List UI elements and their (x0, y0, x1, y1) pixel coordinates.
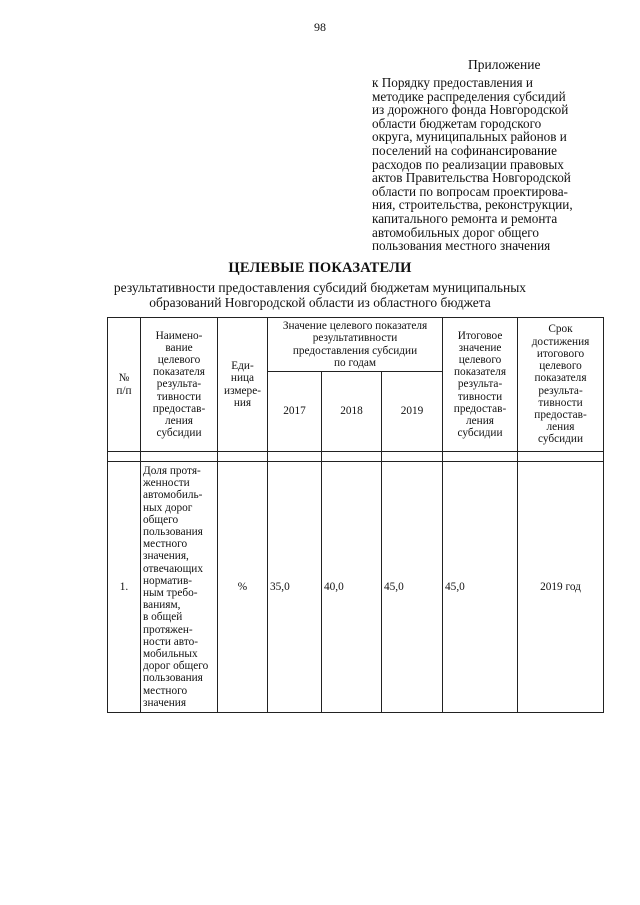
header-unit (218, 318, 268, 452)
document-subtitle (0, 281, 640, 310)
header-text: предоставления субсидии (292, 344, 418, 357)
appendix-line: из дорожного фонда Новгородской (372, 102, 569, 118)
row-number: 1. (108, 462, 141, 713)
appendix-text (372, 76, 612, 253)
document-title: ЦЕЛЕВЫЕ ПОКАЗАТЕЛИ (228, 260, 412, 276)
header-number (108, 318, 141, 452)
indicator-name-line: ных дорог (143, 501, 193, 514)
header-text: ления (165, 415, 193, 427)
header-text: показателя (153, 366, 205, 379)
appendix-line: ния, строительства, реконструкции, (372, 197, 573, 213)
appendix-line: области бюджетам городского (372, 115, 542, 131)
header-text: результа- (538, 384, 583, 397)
indicator-name (141, 462, 218, 713)
indicator-name-line: в общей (143, 611, 183, 624)
header-text: целевого (157, 353, 201, 366)
indicator-name-line: пользования (143, 525, 203, 538)
indicator-name-line: общего (143, 513, 179, 526)
header-text: субсидии (538, 433, 584, 446)
header-text: № (118, 372, 130, 385)
header-text: тивности (457, 390, 503, 403)
indicator-name-line: женности (143, 477, 190, 490)
indicator-name-line: ности авто- (143, 635, 199, 648)
header-text: тивности (156, 390, 202, 403)
header-text: показателя (454, 366, 507, 379)
indicator-name-line: Доля протя- (143, 464, 201, 477)
appendix-line: к Порядку предоставления и (372, 75, 533, 90)
appendix-line: методике распределения субсидий (372, 88, 566, 104)
deadline-cell: 2019 год (518, 462, 604, 713)
indicator-name-line: мобильных (143, 648, 198, 661)
header-text: предостав- (152, 402, 206, 415)
indicator-name-line: значения (143, 696, 187, 709)
appendix-line: округа, муниципальных районов и (372, 129, 567, 145)
header-text: ления (546, 421, 575, 434)
indicator-name-line: пользования (143, 672, 203, 685)
value-2017-cell: 35,0 (268, 462, 322, 713)
header-deadline (518, 318, 604, 452)
indicator-name-line: значения, (143, 550, 189, 563)
header-text: результа- (156, 378, 202, 391)
header-separator-row (108, 452, 604, 462)
header-text: Еди- (231, 360, 254, 373)
header-text: Итоговое (457, 329, 503, 342)
header-text: ления (466, 415, 494, 427)
header-text: Срок (548, 323, 573, 336)
header-year-2017: 2017 (268, 372, 322, 452)
indicator-name-line: автомобиль- (143, 489, 203, 502)
appendix-line: пользования местного значения (372, 238, 551, 254)
unit-cell: % (218, 462, 268, 713)
appendix-line: поселений на софинансирование (372, 142, 557, 158)
page-number: 98 (314, 20, 326, 34)
indicator-name-line: ваниям, (143, 599, 181, 612)
header-text: итогового (536, 347, 585, 360)
appendix-line: расходов по реализации правовых (372, 156, 564, 172)
header-text: субсидии (156, 427, 202, 440)
header-text: предостав- (453, 402, 507, 415)
header-text: целевого (458, 353, 502, 366)
header-total-value (443, 318, 518, 452)
indicator-name-line: отвечающих (143, 562, 203, 575)
header-text: показателя (534, 372, 587, 385)
subtitle-line: результативности предоставления субсидий бюджетам муниципальных (113, 280, 527, 295)
header-text: п/п (116, 384, 132, 397)
indicator-name-line: местного (143, 538, 188, 551)
indicator-name-line: норматив- (143, 574, 193, 587)
indicator-name-line: дорог общего (143, 660, 209, 673)
value-2018-cell: 40,0 (322, 462, 382, 713)
header-text: Наимено- (155, 329, 203, 342)
indicators-table (107, 317, 604, 713)
header-text: предостав- (534, 408, 587, 421)
appendix-line: области по вопросам проектирова- (372, 183, 568, 199)
indicator-name-line: ным требо- (143, 587, 198, 599)
header-text: по годам (333, 356, 377, 369)
subtitle-line: образований Новгородской области из областного бюджета (149, 294, 491, 310)
indicator-name-line: протяжен- (143, 623, 193, 636)
header-text: целевого (539, 360, 582, 373)
header-text: результа- (457, 378, 503, 391)
header-text: субсидии (457, 427, 503, 440)
header-indicator-name (141, 318, 218, 452)
header-text: ния (233, 396, 252, 409)
value-2019-cell: 45,0 (382, 462, 443, 713)
appendix-line: автомобильных дорог общего (372, 224, 539, 240)
table-row (108, 462, 604, 713)
header-text: тивности (538, 396, 583, 409)
appendix-title: Приложение (468, 57, 541, 72)
header-text: вание (165, 341, 193, 354)
header-year-2019: 2019 (382, 372, 443, 452)
header-text: достижения (531, 335, 590, 348)
header-value-by-years (268, 318, 443, 372)
header-text: результативности (312, 332, 398, 345)
appendix-line: актов Правительства Новгородской (372, 170, 571, 186)
header-text: ница (230, 372, 255, 385)
header-year-2018: 2018 (322, 372, 382, 452)
total-value-cell: 45,0 (443, 462, 518, 713)
appendix-line: капитального ремонта и ремонта (372, 210, 558, 226)
indicator-name-line: местного (143, 684, 188, 697)
header-text: измере- (224, 384, 261, 397)
header-text: значение (458, 341, 502, 354)
header-text: Значение целевого показателя (282, 320, 428, 333)
